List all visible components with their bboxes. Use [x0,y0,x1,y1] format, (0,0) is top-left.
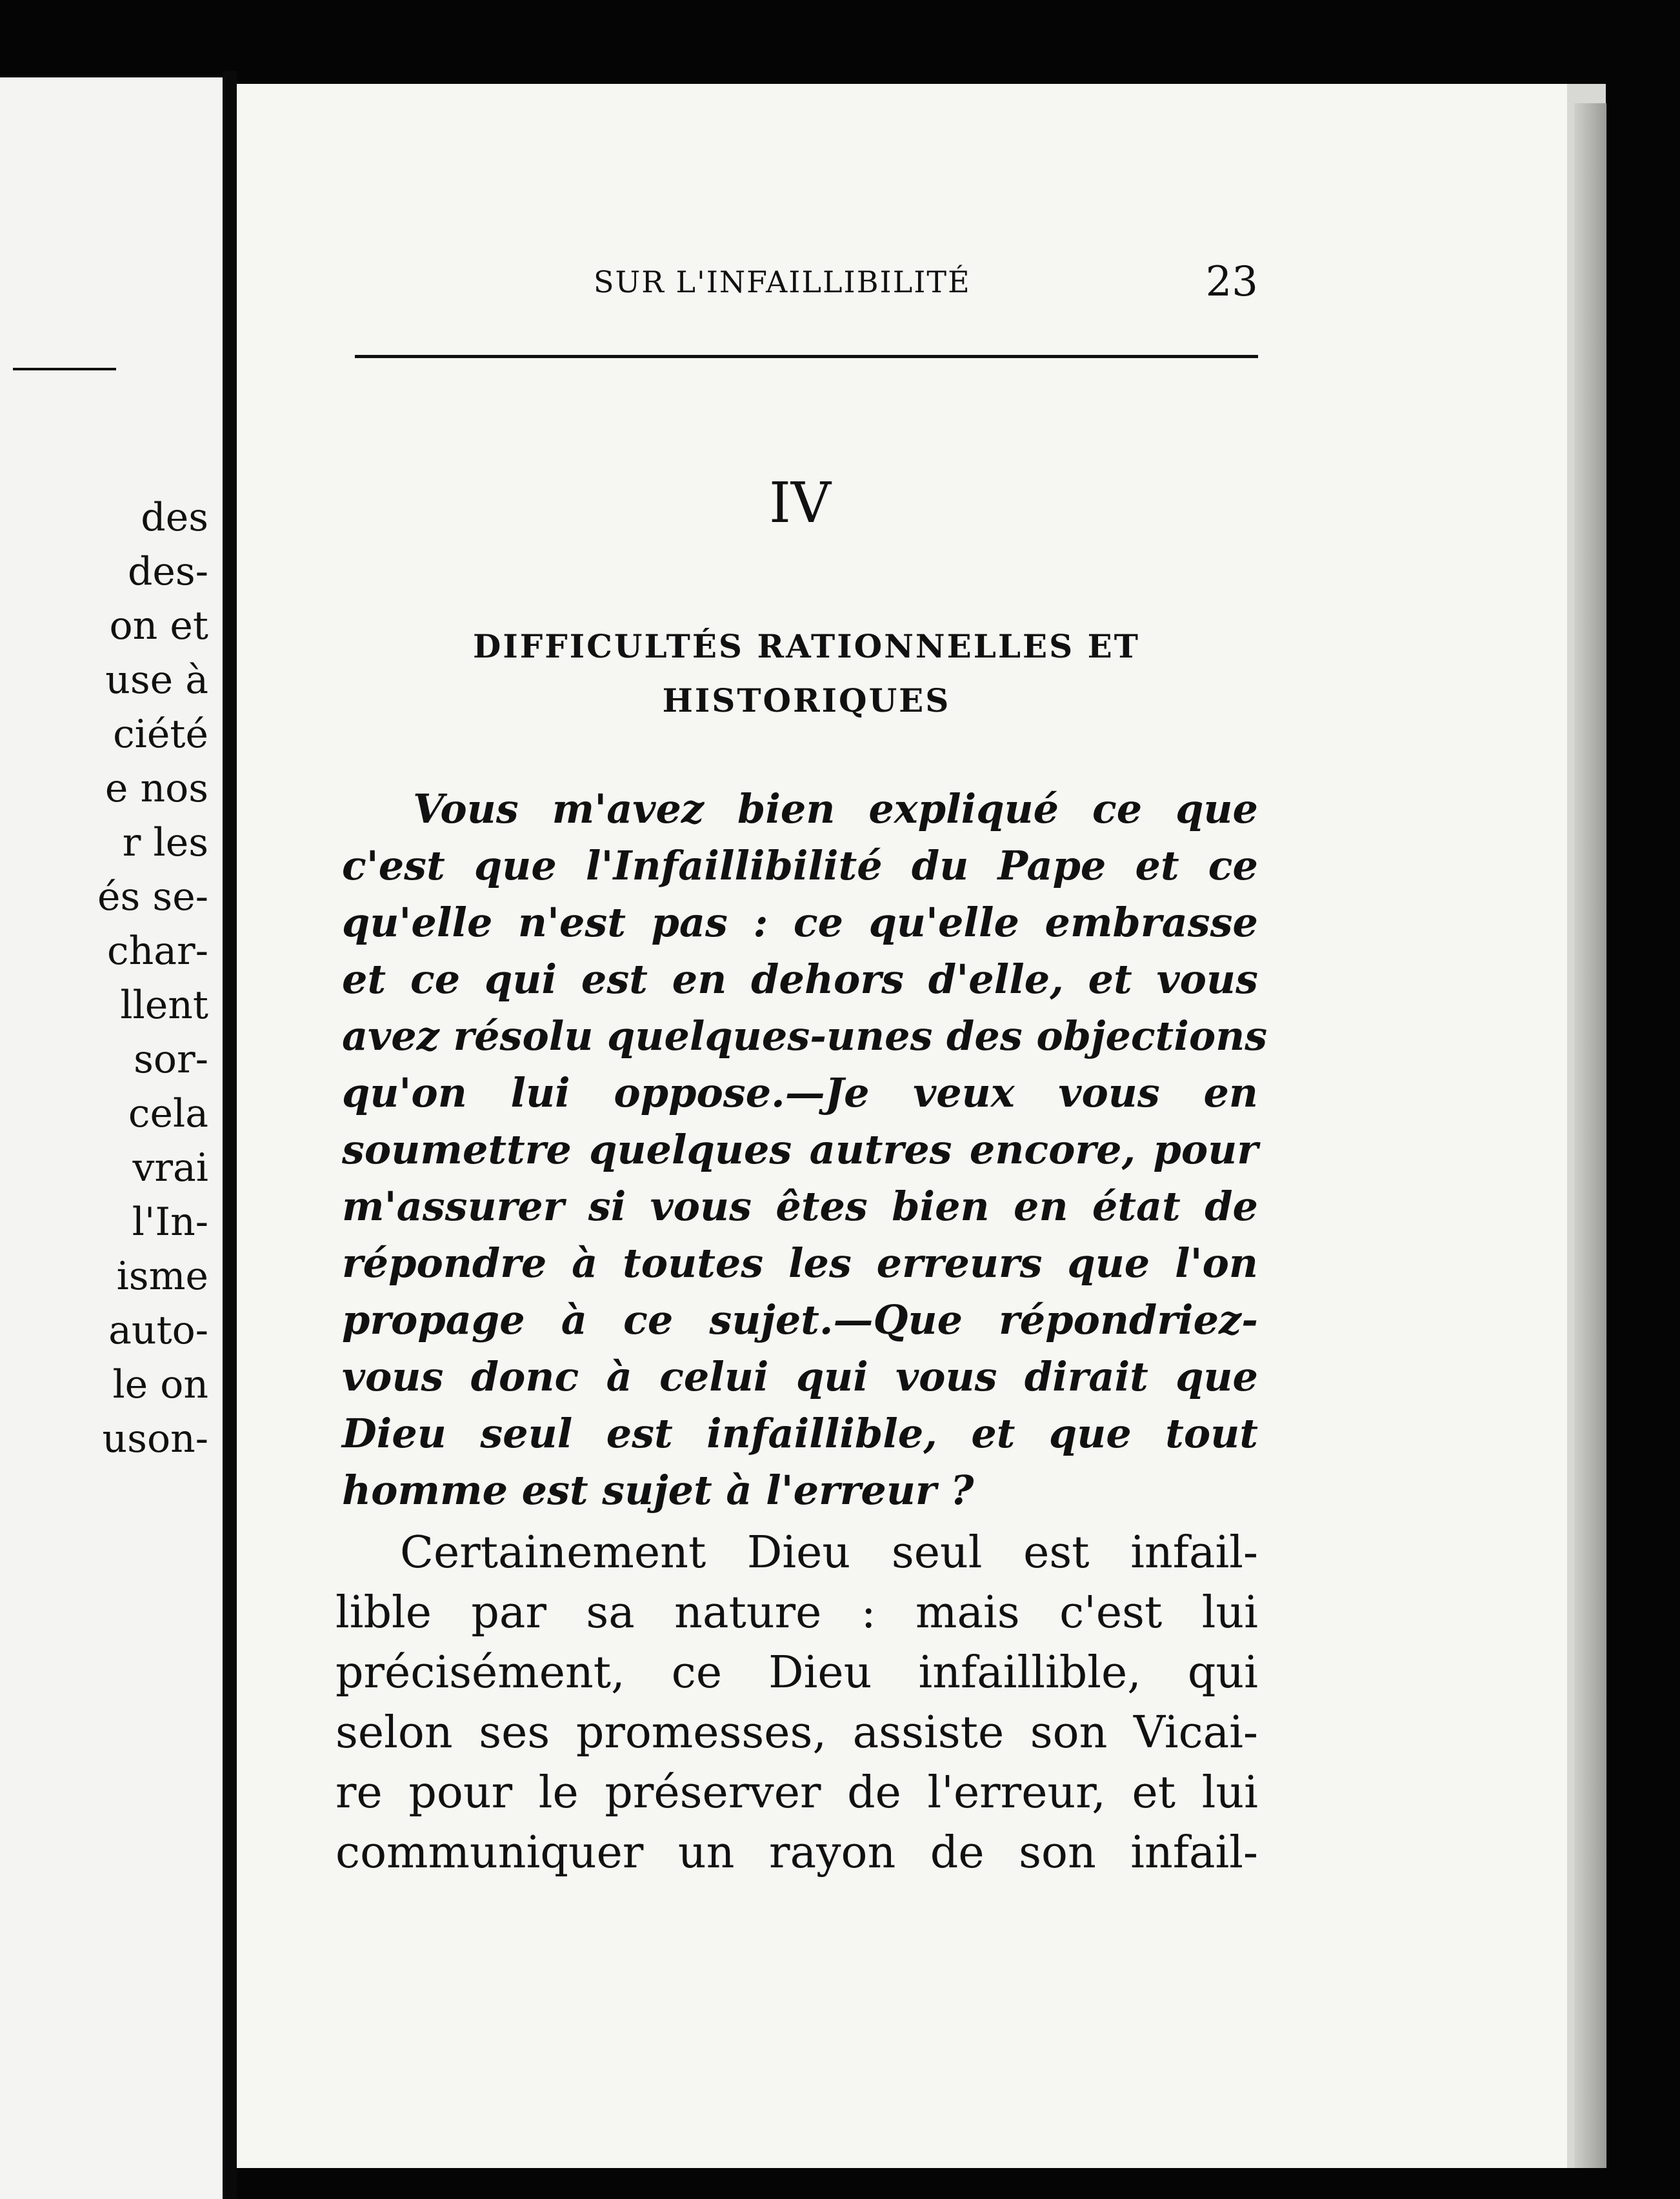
left-page-text [97,490,208,1466]
question-line: qu'on lui oppose.—Je veux vous en [342,1069,1258,1116]
left-line: sor- [134,1037,208,1082]
header-rule [355,355,1258,358]
question-line: avez résolu quelques-unes des objections [342,1012,1268,1059]
book-gutter [223,71,237,2199]
left-line: l'In- [132,1200,208,1245]
left-line: le on [112,1362,208,1407]
left-line: des [141,495,208,540]
left-line: llent [120,983,208,1028]
left-line: use à [105,658,208,703]
answer-line: précisément, ce Dieu infaillible, qui [335,1647,1258,1698]
page-text-block [335,258,1268,1878]
question-line: propage à ce sujet.—Que répondriez- [342,1296,1258,1343]
page-number: 23 [1205,258,1258,306]
answer-line: communiquer un rayon de son infail- [335,1827,1258,1878]
left-facing-page [0,77,223,2199]
left-page-rule [13,368,116,370]
chapter-title-line: DIFFICULTÉS RATIONNELLES ET [473,627,1140,665]
question-line: qu'elle n'est pas : ce qu'elle embrasse [342,899,1258,946]
question-line: Dieu seul est infaillible, et que tout [342,1410,1258,1457]
answer-line: selon ses promesses, assiste son Vicai- [335,1707,1258,1758]
question-line: homme est sujet à l'erreur ? [342,1467,974,1514]
chapter-title-line: HISTORIQUES [662,681,951,719]
question-paragraph [342,781,1268,1519]
left-line: ciété [113,712,208,757]
answer-line: re pour le préserver de l'erreur, et lui [335,1767,1258,1818]
page-edge-shadow [1574,103,1606,2168]
chapter-title [381,619,1232,728]
question-line: répondre à toutes les erreurs que l'on [342,1240,1258,1287]
answer-line: Certainement Dieu seul est infail- [400,1527,1258,1578]
left-line: on et [109,603,208,648]
question-line: vous donc à celui qui vous dirait que [342,1353,1258,1400]
chapter-number: IV [768,471,832,536]
left-line: e nos [105,766,208,811]
question-line: et ce qui est en dehors d'elle, et vous [342,956,1258,1003]
answer-paragraph [335,1523,1258,1883]
running-header [342,258,1258,329]
question-line: c'est que l'Infaillibilité du Pape et ce [342,842,1258,889]
left-line: vrai [132,1145,208,1190]
left-line: isme [116,1254,208,1299]
left-line: uson- [102,1416,208,1461]
answer-line: lible par sa nature : mais c'est lui [335,1587,1258,1638]
question-line: Vous m'avez bien expliqué ce que [413,785,1258,832]
left-line: cela [128,1091,208,1136]
left-line: auto- [108,1308,208,1353]
left-line: char- [107,929,208,974]
left-line: des- [128,549,208,594]
question-line: m'assurer si vous êtes bien en état de [342,1183,1258,1230]
left-line: és se- [97,874,208,919]
running-title: SUR L'INFAILLIBILITÉ [594,265,971,299]
left-line: r les [122,820,208,865]
question-line: soumettre quelques autres encore, pour [342,1126,1258,1173]
